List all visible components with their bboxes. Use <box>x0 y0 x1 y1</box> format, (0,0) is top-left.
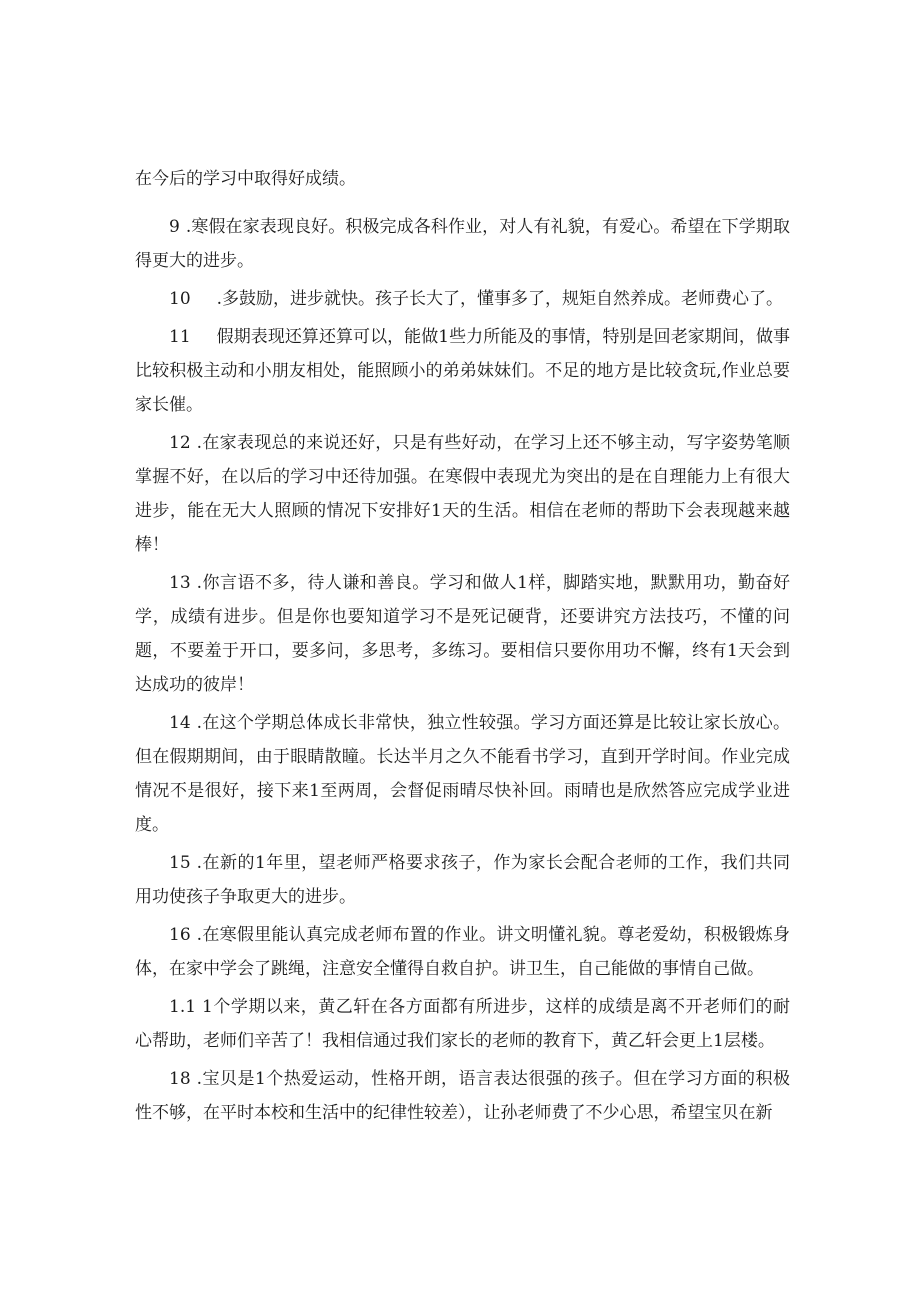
paragraph-15 <box>135 846 790 914</box>
paragraph-number: 11 <box>169 327 191 347</box>
paragraph-text: .宝贝是1个热爱运动，性格开朗，语言表达很强的孩子。但在学习方面的积极性不够，在平时本校和生活中的纪律性较差），让孙老师费了不少心思，希望宝贝在新 <box>135 1069 790 1123</box>
paragraph-text: .在家表现总的来说还好，只是有些好动，在学习上还不够主动，写字姿势笔顺掌握不好，在以后的学习中还待加强。在寒假中表现尤为突出的是在自理能力上有很大进步，能在无大人照顾的情况下安排好1天的生活。相信在老师的帮助下会表现越来越棒！ <box>135 433 790 555</box>
paragraph-16 <box>135 918 790 986</box>
paragraph-text: .在这个学期总体成长非常快，独立性较强。学习方面还算是比较让家长放心。但在假期期间，由于眼睛散瞳。长达半月之久不能看书学习，直到开学时间。作业完成情况不是很好，接下来1至两周，会督促雨晴尽快补回。雨晴也是欣然答应完成学业进度。 <box>135 713 790 835</box>
paragraph-number: 16 <box>169 925 191 945</box>
paragraph-text: .多鼓励，进步就快。孩子长大了，懂事多了，规矩自然养成。老师费心了。 <box>216 289 784 309</box>
paragraph-number: 15 <box>169 853 191 873</box>
paragraph-number: 10 <box>169 289 191 309</box>
paragraph-text: 假期表现还算还算可以，能做1些力所能及的事情，特别是回老家期间，做事比较积极主动和小朋友相处，能照顾小的弟弟妹妹们。不足的地方是比较贪玩,作业总要家长催。 <box>135 327 790 415</box>
paragraph-text: 在今后的学习中取得好成绩。 <box>135 169 356 189</box>
paragraph-1-1 <box>135 990 790 1058</box>
paragraph-12 <box>135 426 790 562</box>
paragraph-text: 1个学期以来，黄乙轩在各方面都有所进步，这样的成绩是离不开老师们的耐心帮助，老师们辛苦了！我相信通过我们家长的老师的教育下，黄乙轩会更上1层楼。 <box>135 997 790 1051</box>
paragraph-text: .在新的1年里，望老师严格要求孩子，作为家长会配合老师的工作，我们共同用功使孩子争取更大的进步。 <box>135 853 790 907</box>
paragraph-14 <box>135 706 790 842</box>
paragraph-9 <box>135 210 790 278</box>
paragraph-11 <box>135 320 790 422</box>
paragraph-18 <box>135 1062 790 1130</box>
paragraph-10 <box>135 282 790 316</box>
paragraph-number: 18 <box>169 1069 191 1089</box>
paragraph-text: .在寒假里能认真完成老师布置的作业。讲文明懂礼貌。尊老爱幼，积极锻炼身体，在家中学会了跳绳，注意安全懂得自救自护。讲卫生，自己能做的事情自己做。 <box>135 925 790 979</box>
paragraph-number: 14 <box>169 713 191 733</box>
paragraph-number: 13 <box>169 573 191 593</box>
paragraph-number: 9 <box>169 217 180 237</box>
paragraph-13 <box>135 566 790 702</box>
paragraph-text: .你言语不多，待人谦和善良。学习和做人1样，脚踏实地，默默用功，勤奋好学，成绩有进步。但是你也要知道学习不是死记硬背，还要讲究方法技巧，不懂的问题，不要羞于开口，要多问，多思考，多练习。要相信只要你用功不懈，终有1天会到达成功的彼岸！ <box>135 573 790 695</box>
paragraph-text: .寒假在家表现良好。积极完成各科作业，对人有礼貌，有爱心。希望在下学期取得更大的进步。 <box>135 217 790 271</box>
document-body <box>135 162 790 1130</box>
paragraph-number: 1.1 <box>169 997 197 1017</box>
paragraph-continuation <box>135 162 790 196</box>
paragraph-number: 12 <box>169 433 191 453</box>
